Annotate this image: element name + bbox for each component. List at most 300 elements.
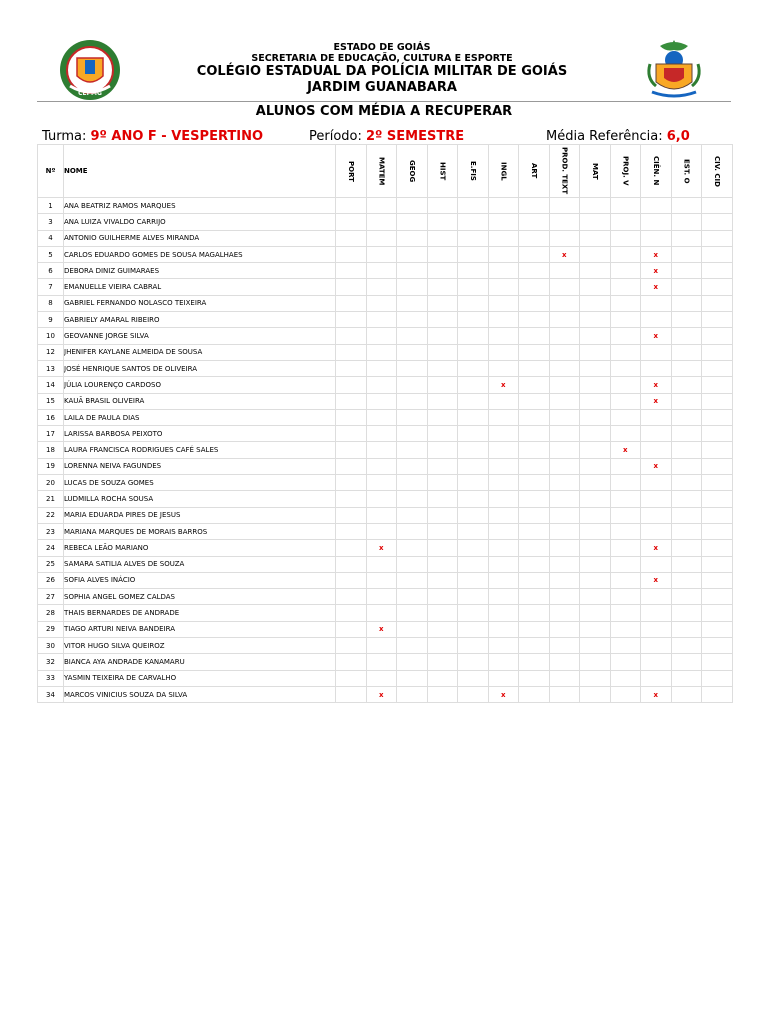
grade-cell xyxy=(671,638,702,654)
grade-cell xyxy=(702,605,733,621)
grade-cell xyxy=(641,475,672,491)
table-row xyxy=(38,344,733,360)
student-number: 15 xyxy=(38,393,64,409)
grade-cell xyxy=(397,475,428,491)
grade-cell xyxy=(488,572,519,588)
grade-cell xyxy=(519,246,550,262)
table-row xyxy=(38,328,733,344)
student-number: 23 xyxy=(38,523,64,539)
grades-table xyxy=(37,144,733,703)
grade-cell xyxy=(549,556,580,572)
grade-cell xyxy=(366,572,397,588)
grade-cell xyxy=(580,246,611,262)
grade-cell xyxy=(336,475,367,491)
grade-cell xyxy=(671,605,702,621)
header-subject-label: PROJ. V xyxy=(621,156,630,186)
grade-cell xyxy=(549,263,580,279)
grade-cell xyxy=(397,409,428,425)
grade-cell xyxy=(671,654,702,670)
table-row xyxy=(38,670,733,686)
grade-cell xyxy=(641,360,672,376)
grade-cell xyxy=(488,344,519,360)
grade-cell xyxy=(519,279,550,295)
grade-cell xyxy=(336,246,367,262)
grade-cell xyxy=(458,344,489,360)
grade-cell xyxy=(397,458,428,474)
student-number: 32 xyxy=(38,654,64,670)
student-number: 16 xyxy=(38,409,64,425)
student-name: LUDMILLA ROCHA SOUSA xyxy=(64,491,336,507)
grade-cell xyxy=(610,230,641,246)
student-name: TIAGO ARTURI NEIVA BANDEIRA xyxy=(64,621,336,637)
grade-cell xyxy=(427,507,458,523)
header-subject xyxy=(488,145,519,198)
table-row xyxy=(38,409,733,425)
table-row xyxy=(38,621,733,637)
grade-cell xyxy=(366,263,397,279)
grade-cell xyxy=(336,312,367,328)
student-number: 1 xyxy=(38,198,64,214)
student-number: 9 xyxy=(38,312,64,328)
grade-cell xyxy=(336,670,367,686)
student-name: EMANUELLE VIEIRA CABRAL xyxy=(64,279,336,295)
grade-cell xyxy=(397,442,428,458)
grade-cell xyxy=(458,426,489,442)
grade-cell xyxy=(336,605,367,621)
grade-cell xyxy=(580,442,611,458)
grade-cell xyxy=(366,556,397,572)
table-row xyxy=(38,475,733,491)
grade-cell xyxy=(671,409,702,425)
grade-cell xyxy=(488,214,519,230)
student-name: KAUÃ BRASIL OLIVEIRA xyxy=(64,393,336,409)
grade-cell xyxy=(549,458,580,474)
student-number: 13 xyxy=(38,360,64,376)
grade-cell xyxy=(397,230,428,246)
grade-cell xyxy=(671,556,702,572)
grade-cell xyxy=(397,507,428,523)
recovery-mark: x xyxy=(641,393,672,409)
grade-cell xyxy=(519,621,550,637)
student-number: 28 xyxy=(38,605,64,621)
grade-cell xyxy=(549,491,580,507)
grade-cell xyxy=(549,393,580,409)
grade-cell xyxy=(336,442,367,458)
grade-cell xyxy=(671,589,702,605)
grade-cell xyxy=(519,344,550,360)
grade-cell xyxy=(366,523,397,539)
grade-cell xyxy=(488,279,519,295)
grade-cell xyxy=(610,263,641,279)
grade-cell xyxy=(549,572,580,588)
grade-cell xyxy=(549,507,580,523)
grade-cell xyxy=(580,198,611,214)
header-subject xyxy=(580,145,611,198)
grade-cell xyxy=(336,393,367,409)
student-name: YASMIN TEIXEIRA DE CARVALHO xyxy=(64,670,336,686)
grade-cell xyxy=(641,556,672,572)
grade-cell xyxy=(427,198,458,214)
grade-cell xyxy=(519,263,550,279)
grade-cell xyxy=(519,230,550,246)
grade-cell xyxy=(366,312,397,328)
grade-cell xyxy=(549,670,580,686)
grade-cell xyxy=(702,393,733,409)
grade-cell xyxy=(549,312,580,328)
student-name: JOSÉ HENRIQUE SANTOS DE OLIVEIRA xyxy=(64,360,336,376)
grade-cell xyxy=(702,344,733,360)
grade-cell xyxy=(671,491,702,507)
grade-cell xyxy=(580,491,611,507)
grade-cell xyxy=(610,360,641,376)
grade-cell xyxy=(610,670,641,686)
grade-cell xyxy=(610,605,641,621)
header-subject-label: PROD. TEXT xyxy=(560,147,569,195)
grade-cell xyxy=(610,523,641,539)
grade-cell xyxy=(427,312,458,328)
grade-cell xyxy=(458,198,489,214)
grade-cell xyxy=(610,621,641,637)
recovery-mark: x xyxy=(641,328,672,344)
table-row xyxy=(38,605,733,621)
grade-cell xyxy=(336,377,367,393)
grade-cell xyxy=(336,686,367,702)
header-subject-label: E.FIS xyxy=(468,161,477,181)
grade-cell xyxy=(427,475,458,491)
grade-cell xyxy=(366,426,397,442)
grade-cell xyxy=(397,556,428,572)
grade-cell xyxy=(458,409,489,425)
grade-cell xyxy=(610,377,641,393)
grade-cell xyxy=(366,589,397,605)
grade-cell xyxy=(427,214,458,230)
grade-cell xyxy=(458,442,489,458)
grade-cell xyxy=(397,589,428,605)
grade-cell xyxy=(610,638,641,654)
grade-cell xyxy=(397,670,428,686)
grade-cell xyxy=(580,328,611,344)
student-name: JÚLIA LOURENÇO CARDOSO xyxy=(64,377,336,393)
grade-cell xyxy=(397,312,428,328)
grade-cell xyxy=(427,556,458,572)
grade-cell xyxy=(702,475,733,491)
grade-cell xyxy=(702,230,733,246)
grade-cell xyxy=(702,263,733,279)
grade-cell xyxy=(641,426,672,442)
recovery-mark: x xyxy=(549,246,580,262)
header-subject xyxy=(610,145,641,198)
grade-cell xyxy=(580,589,611,605)
grade-cell xyxy=(671,442,702,458)
grade-cell xyxy=(549,589,580,605)
grade-cell xyxy=(488,198,519,214)
grade-cell xyxy=(488,491,519,507)
grade-cell xyxy=(336,295,367,311)
grade-cell xyxy=(519,458,550,474)
student-number: 6 xyxy=(38,263,64,279)
grade-cell xyxy=(488,360,519,376)
student-number: 19 xyxy=(38,458,64,474)
grade-cell xyxy=(488,540,519,556)
header-subject-label: MAT xyxy=(590,162,599,180)
grade-cell xyxy=(519,540,550,556)
student-number: 34 xyxy=(38,686,64,702)
grade-cell xyxy=(641,442,672,458)
grade-cell xyxy=(580,638,611,654)
grade-cell xyxy=(488,312,519,328)
header-subject xyxy=(427,145,458,198)
grade-cell xyxy=(702,312,733,328)
grade-cell xyxy=(427,230,458,246)
grade-cell xyxy=(336,426,367,442)
grade-cell xyxy=(458,523,489,539)
periodo-info xyxy=(309,129,464,144)
table-row xyxy=(38,556,733,572)
table-header-row xyxy=(38,145,733,198)
grade-cell xyxy=(488,426,519,442)
grade-cell xyxy=(336,263,367,279)
grade-cell xyxy=(641,605,672,621)
grade-cell xyxy=(427,409,458,425)
grade-cell xyxy=(610,328,641,344)
grade-cell xyxy=(641,654,672,670)
grade-cell xyxy=(458,621,489,637)
header-divider xyxy=(37,101,731,102)
grade-cell xyxy=(671,214,702,230)
grade-cell xyxy=(580,426,611,442)
grade-cell xyxy=(519,523,550,539)
grade-cell xyxy=(702,507,733,523)
grade-cell xyxy=(641,589,672,605)
recovery-mark: x xyxy=(641,458,672,474)
header-subject xyxy=(366,145,397,198)
grade-cell xyxy=(702,572,733,588)
student-name: LARISSA BARBOSA PEIXOTO xyxy=(64,426,336,442)
table-row xyxy=(38,572,733,588)
grade-cell xyxy=(702,523,733,539)
grade-cell xyxy=(397,540,428,556)
grade-cell xyxy=(458,556,489,572)
grade-cell xyxy=(641,507,672,523)
grade-cell xyxy=(458,670,489,686)
grade-cell xyxy=(549,621,580,637)
grade-cell xyxy=(549,279,580,295)
header-subject-label: INGL xyxy=(499,161,508,181)
periodo-value: 2º SEMESTRE xyxy=(366,129,465,144)
table-row xyxy=(38,654,733,670)
grade-cell xyxy=(336,214,367,230)
grade-cell xyxy=(488,638,519,654)
header-subject xyxy=(336,145,367,198)
grade-cell xyxy=(366,605,397,621)
student-name: MARIANA MARQUES DE MORAIS BARROS xyxy=(64,523,336,539)
grade-cell xyxy=(702,638,733,654)
media-value: 6,0 xyxy=(666,129,690,144)
grade-cell xyxy=(488,409,519,425)
grade-cell xyxy=(610,458,641,474)
grade-cell xyxy=(427,360,458,376)
table-row xyxy=(38,540,733,556)
grade-cell xyxy=(671,540,702,556)
grade-cell xyxy=(580,409,611,425)
grade-cell xyxy=(427,523,458,539)
grade-cell xyxy=(397,686,428,702)
grade-cell xyxy=(549,360,580,376)
grade-cell xyxy=(671,572,702,588)
state-name: ESTADO DE GOIÁS xyxy=(333,42,431,53)
grade-cell xyxy=(641,638,672,654)
grade-cell xyxy=(458,572,489,588)
grade-cell xyxy=(397,214,428,230)
grade-cell xyxy=(488,442,519,458)
header-subject-label: CIÊN. N xyxy=(651,156,660,186)
grade-cell xyxy=(458,312,489,328)
grade-cell xyxy=(580,556,611,572)
grade-cell xyxy=(397,377,428,393)
student-number: 10 xyxy=(38,328,64,344)
grade-cell xyxy=(610,507,641,523)
grade-cell xyxy=(580,540,611,556)
grade-cell xyxy=(671,344,702,360)
grade-cell xyxy=(519,572,550,588)
grade-cell xyxy=(641,312,672,328)
student-number: 30 xyxy=(38,638,64,654)
grade-cell xyxy=(610,198,641,214)
grade-cell xyxy=(488,589,519,605)
grade-cell xyxy=(458,507,489,523)
grade-cell xyxy=(427,246,458,262)
grade-cell xyxy=(427,328,458,344)
grade-cell xyxy=(610,654,641,670)
grade-cell xyxy=(549,475,580,491)
grade-cell xyxy=(519,475,550,491)
grade-cell xyxy=(702,295,733,311)
grade-cell xyxy=(610,686,641,702)
grade-cell xyxy=(549,654,580,670)
grade-cell xyxy=(458,540,489,556)
grade-cell xyxy=(397,344,428,360)
grade-cell xyxy=(397,638,428,654)
grade-cell xyxy=(519,670,550,686)
header-subject xyxy=(641,145,672,198)
grade-cell xyxy=(702,198,733,214)
table-row xyxy=(38,295,733,311)
grade-cell xyxy=(397,393,428,409)
grade-cell xyxy=(580,230,611,246)
grade-cell xyxy=(427,638,458,654)
grade-cell xyxy=(397,295,428,311)
grade-cell xyxy=(427,393,458,409)
grade-cell xyxy=(336,409,367,425)
grade-cell xyxy=(610,572,641,588)
table-row xyxy=(38,589,733,605)
grade-cell xyxy=(671,670,702,686)
grade-cell xyxy=(641,344,672,360)
student-number: 29 xyxy=(38,621,64,637)
grade-cell xyxy=(488,605,519,621)
grade-cell xyxy=(336,279,367,295)
student-name: REBECA LEÃO MARIANO xyxy=(64,540,336,556)
student-name: LUCAS DE SOUZA GOMES xyxy=(64,475,336,491)
grade-cell xyxy=(427,686,458,702)
grade-cell xyxy=(397,279,428,295)
grade-cell xyxy=(549,328,580,344)
table-row xyxy=(38,638,733,654)
grade-cell xyxy=(549,295,580,311)
grade-cell xyxy=(488,458,519,474)
student-number: 20 xyxy=(38,475,64,491)
table-row xyxy=(38,426,733,442)
grade-cell xyxy=(610,540,641,556)
grade-cell xyxy=(519,377,550,393)
grade-cell xyxy=(519,426,550,442)
grade-cell xyxy=(336,360,367,376)
grade-cell xyxy=(671,475,702,491)
grade-cell xyxy=(549,686,580,702)
grade-cell xyxy=(580,670,611,686)
table-row xyxy=(38,393,733,409)
secretaria-name: SECRETARIA DE EDUCAÇÃO, CULTURA E ESPORTE xyxy=(251,53,513,64)
grade-cell xyxy=(580,393,611,409)
grade-cell xyxy=(610,556,641,572)
student-name: VITOR HUGO SILVA QUEIROZ xyxy=(64,638,336,654)
grade-cell xyxy=(519,409,550,425)
grade-cell xyxy=(671,263,702,279)
grade-cell xyxy=(519,589,550,605)
grade-cell xyxy=(458,393,489,409)
grade-cell xyxy=(519,393,550,409)
header-number: Nº xyxy=(38,145,64,198)
grade-cell xyxy=(519,507,550,523)
recovery-mark: x xyxy=(641,279,672,295)
grade-cell xyxy=(336,507,367,523)
grade-cell xyxy=(702,328,733,344)
grade-cell xyxy=(366,360,397,376)
grade-cell xyxy=(580,214,611,230)
header-subject xyxy=(397,145,428,198)
grade-cell xyxy=(397,491,428,507)
student-name: SOPHIA ANGEL GOMEZ CALDAS xyxy=(64,589,336,605)
grade-cell xyxy=(488,328,519,344)
grade-cell xyxy=(610,214,641,230)
student-number: 5 xyxy=(38,246,64,262)
grade-cell xyxy=(580,263,611,279)
grade-cell xyxy=(488,263,519,279)
recovery-mark: x xyxy=(366,686,397,702)
grade-cell xyxy=(641,670,672,686)
student-number: 25 xyxy=(38,556,64,572)
grade-cell xyxy=(549,605,580,621)
grade-cell xyxy=(458,686,489,702)
grade-cell xyxy=(427,589,458,605)
grade-cell xyxy=(519,686,550,702)
grade-cell xyxy=(458,295,489,311)
grade-cell xyxy=(397,523,428,539)
grade-cell xyxy=(580,475,611,491)
student-name: ANA LUIZA VIVALDO CARRIJO xyxy=(64,214,336,230)
grade-cell xyxy=(519,312,550,328)
recovery-mark: x xyxy=(641,246,672,262)
grade-cell xyxy=(427,377,458,393)
recovery-mark: x xyxy=(488,377,519,393)
grade-cell xyxy=(549,214,580,230)
student-number: 17 xyxy=(38,426,64,442)
grade-cell xyxy=(671,377,702,393)
grade-cell xyxy=(488,246,519,262)
document-header xyxy=(0,38,768,104)
grade-cell xyxy=(671,279,702,295)
grade-cell xyxy=(427,458,458,474)
